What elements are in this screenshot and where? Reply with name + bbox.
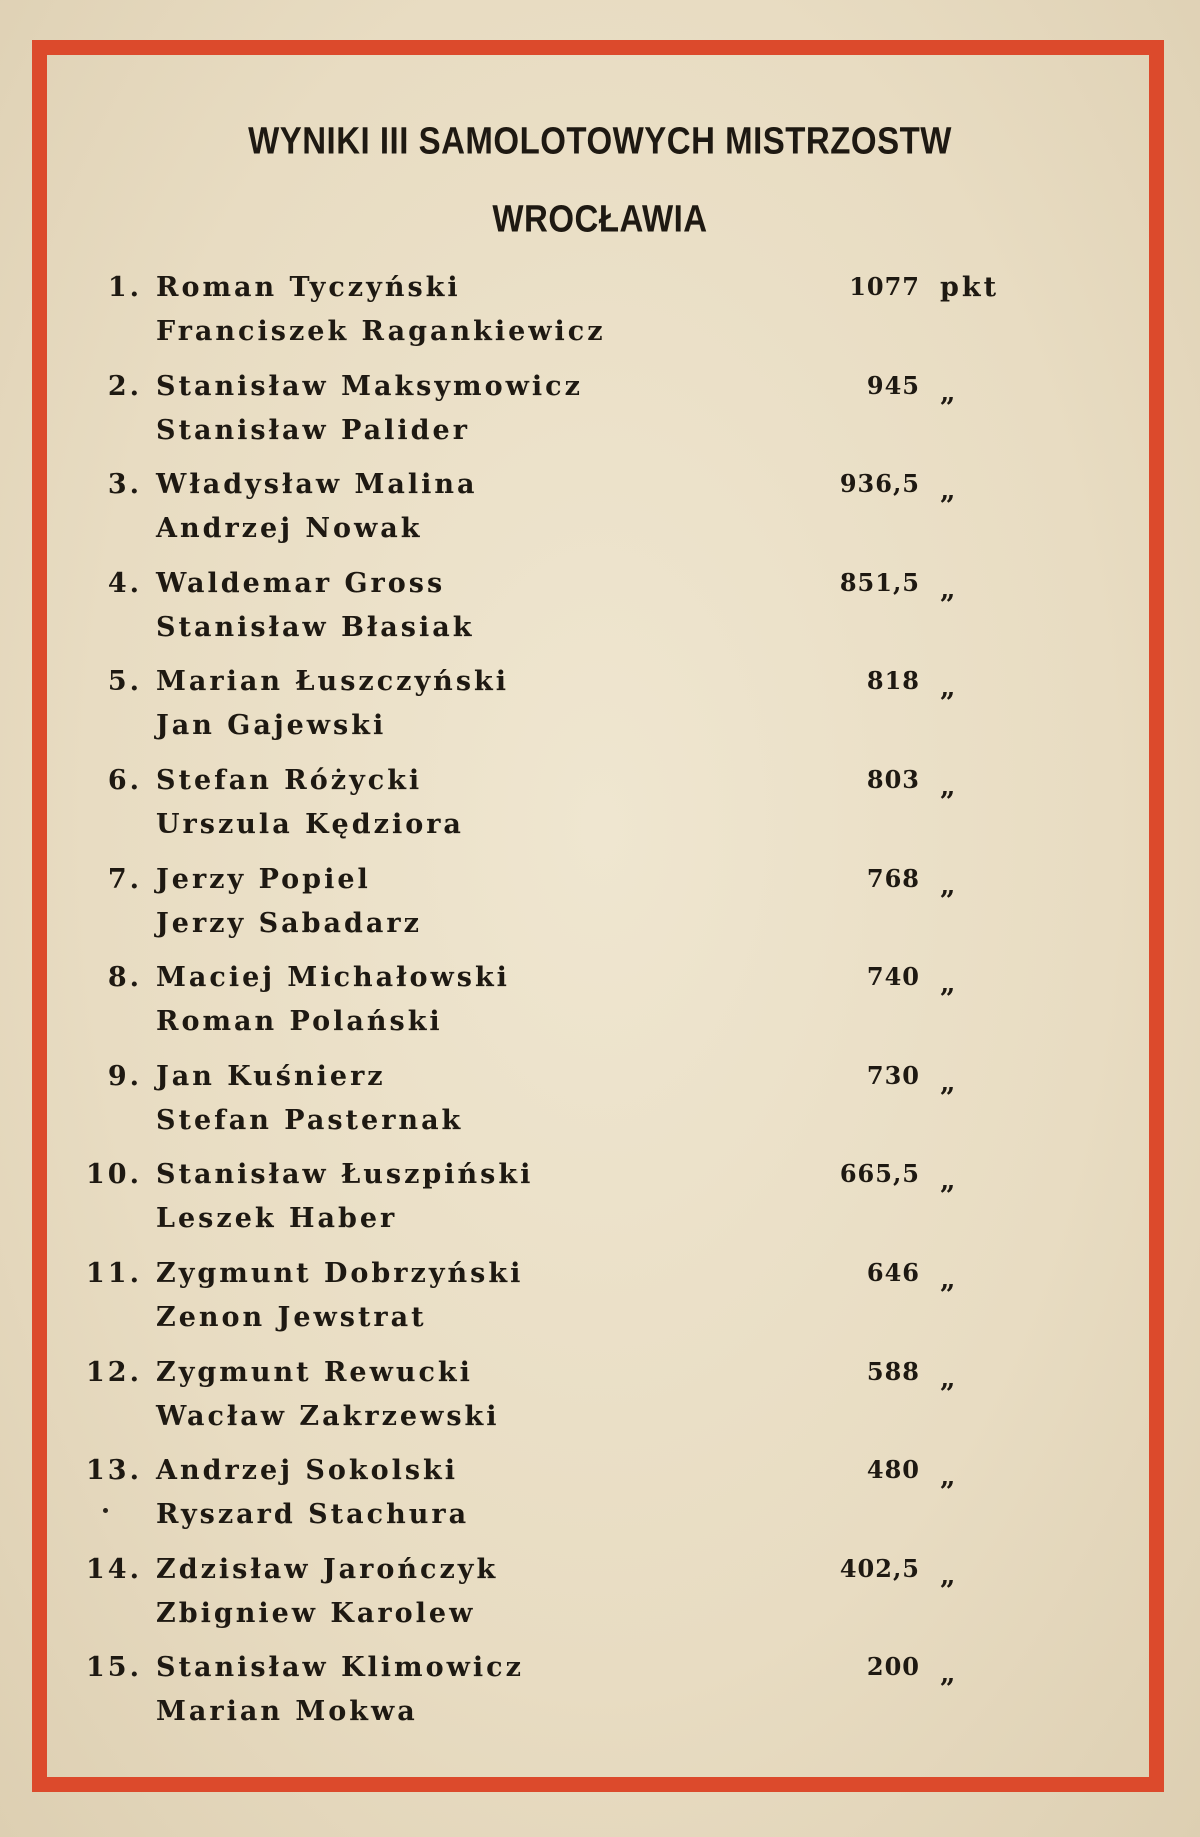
result-rank: 5. <box>107 666 142 698</box>
result-points: 665,5 <box>839 1159 920 1189</box>
pilot-name: Stanisław Klimowicz <box>156 1652 524 1684</box>
navigator-name: Franciszek Ragankiewicz <box>156 316 606 347</box>
pilot-name: Waldemar Gross <box>156 567 446 599</box>
pilot-name: Stefan Różycki <box>156 764 423 796</box>
navigator-name: Urszula Kędziora <box>156 808 464 840</box>
points-unit: „ <box>940 1362 956 1394</box>
result-points: 588 <box>866 1356 920 1386</box>
points-unit: „ <box>940 376 956 408</box>
print-speck <box>103 1508 108 1513</box>
result-points: 402,5 <box>839 1553 920 1583</box>
pilot-name: Zygmunt Rewucki <box>156 1356 473 1388</box>
pilot-name: Zygmunt Dobrzyński <box>156 1257 524 1289</box>
result-rank: 2. <box>107 370 142 402</box>
navigator-name: Zenon Jewstrat <box>156 1301 427 1333</box>
result-rank: 6. <box>107 764 142 796</box>
points-unit: pkt <box>940 272 1000 303</box>
points-unit: „ <box>940 770 956 802</box>
navigator-name: Jan Gajewski <box>156 710 387 742</box>
points-unit: „ <box>940 1263 956 1295</box>
navigator-name: Leszek Haber <box>156 1203 398 1235</box>
result-entry <box>0 765 1200 864</box>
result-points: 768 <box>866 863 920 893</box>
result-rank: 14. <box>86 1553 142 1585</box>
navigator-name: Marian Mokwa <box>156 1696 418 1728</box>
pilot-name: Roman Tyczyński <box>156 272 461 303</box>
result-points: 803 <box>866 764 920 794</box>
result-points: 740 <box>866 962 920 992</box>
result-rank: 3. <box>107 469 142 501</box>
points-unit: „ <box>940 1658 956 1690</box>
points-unit: „ <box>940 475 956 507</box>
points-unit: „ <box>940 1461 956 1493</box>
points-unit: „ <box>940 1165 956 1197</box>
navigator-name: Roman Polański <box>156 1006 443 1038</box>
result-entry <box>0 1652 1200 1751</box>
navigator-name: Stefan Pasternak <box>156 1104 464 1136</box>
document-title-line-2: WROCŁAWIA <box>492 197 708 240</box>
result-entry <box>0 1554 1200 1653</box>
result-entry <box>0 962 1200 1061</box>
result-entry <box>0 272 1200 371</box>
navigator-name: Wacław Zakrzewski <box>156 1400 500 1432</box>
pilot-name: Jerzy Popiel <box>156 863 371 895</box>
result-points: 200 <box>866 1652 920 1682</box>
result-rank: 15. <box>86 1652 142 1684</box>
navigator-name: Stanisław Błasiak <box>156 611 475 643</box>
navigator-name: Zbigniew Karolew <box>156 1597 476 1629</box>
result-rank: 7. <box>107 863 142 895</box>
navigator-name: Stanisław Palider <box>156 414 470 446</box>
result-entry <box>0 371 1200 470</box>
navigator-name: Jerzy Sabadarz <box>156 907 422 939</box>
points-unit: „ <box>940 968 956 1000</box>
result-rank: 8. <box>107 962 142 994</box>
pilot-name: Stanisław Maksymowicz <box>156 370 583 402</box>
result-entry <box>0 1061 1200 1160</box>
points-unit: „ <box>940 1066 956 1098</box>
result-rank: 11. <box>86 1257 142 1289</box>
results-list <box>0 272 1200 1751</box>
points-unit: „ <box>940 672 956 704</box>
result-entry <box>0 1455 1200 1554</box>
result-entry <box>0 1357 1200 1456</box>
result-points: 851,5 <box>839 567 920 597</box>
points-unit: „ <box>940 1559 956 1591</box>
result-rank: 13. <box>86 1455 142 1487</box>
result-rank: 10. <box>86 1159 142 1191</box>
result-entry <box>0 666 1200 765</box>
pilot-name: Władysław Malina <box>156 469 478 501</box>
result-rank: 12. <box>86 1356 142 1388</box>
pilot-name: Jan Kuśnierz <box>156 1060 386 1092</box>
result-rank: 9. <box>107 1060 142 1092</box>
navigator-name: Ryszard Stachura <box>156 1499 470 1531</box>
result-entry <box>0 568 1200 667</box>
pilot-name: Maciej Michałowski <box>156 962 510 994</box>
result-points: 945 <box>866 370 920 400</box>
result-points: 818 <box>866 666 920 696</box>
result-points: 936,5 <box>839 469 920 499</box>
pilot-name: Marian Łuszczyński <box>156 666 509 698</box>
result-points: 646 <box>866 1257 920 1287</box>
result-entry <box>0 864 1200 963</box>
points-unit: „ <box>940 869 956 901</box>
result-entry <box>0 469 1200 568</box>
result-points: 480 <box>866 1455 920 1485</box>
result-entry <box>0 1258 1200 1357</box>
pilot-name: Stanisław Łuszpiński <box>156 1159 534 1191</box>
points-unit: „ <box>940 573 956 605</box>
pilot-name: Andrzej Sokolski <box>156 1455 459 1487</box>
pilot-name: Zdzisław Jarończyk <box>156 1553 499 1585</box>
result-points: 730 <box>866 1060 920 1090</box>
result-entry <box>0 1159 1200 1258</box>
navigator-name: Andrzej Nowak <box>156 513 423 545</box>
document-title-line-1: WYNIKI III SAMOLOTOWYCH MISTRZOSTW <box>248 119 952 162</box>
result-rank: 4. <box>107 567 142 599</box>
result-rank: 1. <box>107 272 142 303</box>
result-points: 1077 <box>849 272 920 301</box>
